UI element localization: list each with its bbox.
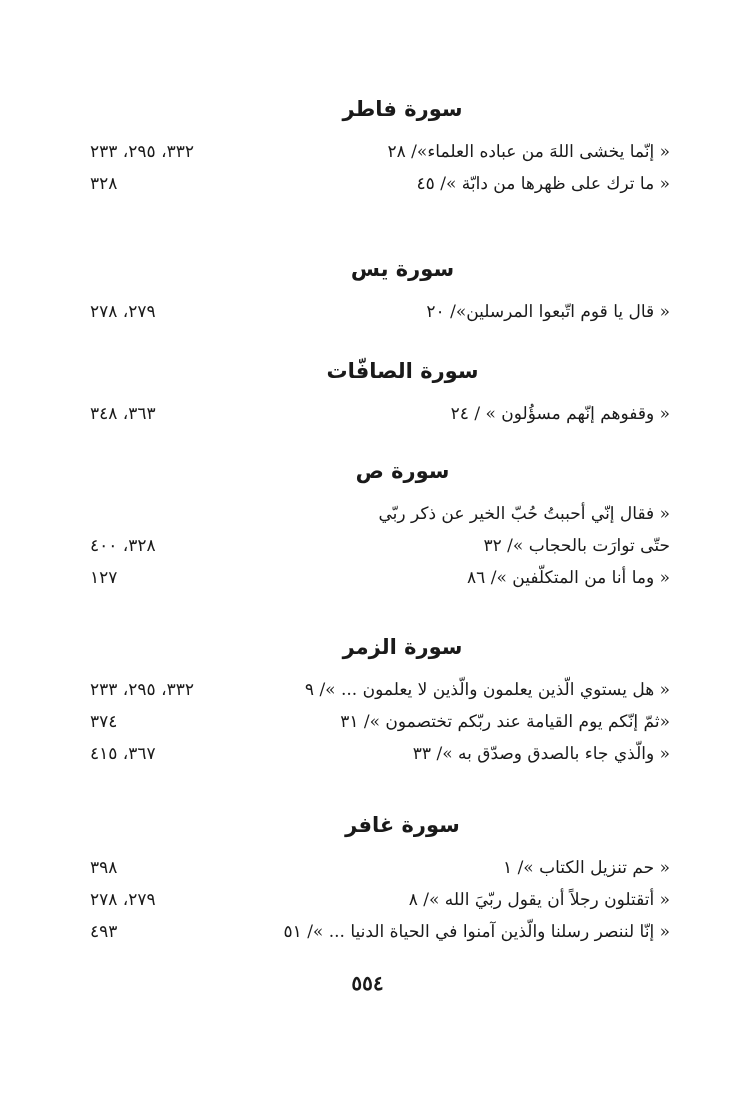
page-references: ١٢٧ [90, 568, 118, 588]
page-references: ٣٦٧، ٤١٥ [90, 744, 156, 764]
index-row [90, 884, 670, 916]
index-row [90, 398, 670, 430]
surah-heading: سورة الزمر [342, 635, 463, 659]
index-row [90, 852, 670, 884]
surah-heading: سورة ص [355, 459, 450, 483]
surah-section-saffat [90, 354, 670, 430]
page-references: ٤٩٣ [90, 922, 118, 942]
surah-heading: سورة غافر [345, 813, 460, 837]
verse-text: « قال يا قوم اتّبعوا المرسلين»/ ٢٠ [426, 302, 670, 322]
surah-section-fatir [90, 92, 670, 200]
index-row [90, 168, 670, 200]
index-row [90, 296, 670, 328]
page-references: ٣٧٤ [90, 712, 118, 732]
verse-text: « فقال إنّي أحببتُ حُبّ الخير عن ذكر ربّي [378, 504, 670, 524]
page-references: ٣٩٨ [90, 858, 118, 878]
page-number: ٥٥٤ [351, 971, 384, 995]
index-row [90, 498, 670, 530]
page-references: ٣٢٨، ٤٠٠ [90, 536, 156, 556]
verse-text: حتّى توارَت بالحجاب »/ ٣٢ [483, 536, 670, 556]
index-row [90, 530, 670, 562]
page-references: ٣٦٣، ٣٤٨ [90, 404, 156, 424]
index-row [90, 136, 670, 168]
index-row [90, 674, 670, 706]
surah-heading: سورة فاطر [342, 97, 463, 121]
index-row [90, 706, 670, 738]
index-row [90, 562, 670, 594]
verse-text: « إنّا لننصر رسلنا والّذين آمنوا في الحياة الدنيا ... »/ ٥١ [283, 922, 670, 942]
verse-text: « أتقتلون رجلاً أن يقول ربّيَ الله »/ ٨ [408, 890, 670, 910]
surah-section-ghafir [90, 808, 670, 948]
surah-section-zumar [90, 630, 670, 770]
verse-text: « وما أنا من المتكلّفين »/ ٨٦ [467, 568, 670, 588]
verse-text: « ما ترك على ظهرها من دابّة »/ ٤٥ [416, 174, 670, 194]
surah-section-yasin [90, 252, 670, 328]
surah-heading: سورة الصافّات [326, 359, 479, 383]
verse-text: « هل يستوي الّذين يعلمون والّذين لا يعلمون ... »/ ٩ [304, 680, 670, 700]
verse-text: «ثمّ إنّكم يوم القيامة عند ربّكم تختصمون »/ ٣١ [340, 712, 670, 732]
index-row [90, 916, 670, 948]
page-references: ٢٧٩، ٢٧٨ [90, 302, 156, 322]
page-references: ٣٣٢، ٢٩٥، ٢٣٣ [90, 680, 194, 700]
page-references: ٢٧٩، ٢٧٨ [90, 890, 156, 910]
page-references: ٣٢٨ [90, 174, 118, 194]
verse-text: « والّذي جاء بالصدق وصدّق به »/ ٣٣ [412, 744, 670, 764]
verse-text: « إنّما يخشى اللهَ من عباده العلماء»/ ٢٨ [387, 142, 670, 162]
verse-text: « وقفوهم إنّهم مسؤُلون » / ٢٤ [450, 404, 670, 424]
surah-section-sad [90, 454, 670, 594]
surah-heading: سورة يس [350, 257, 455, 281]
page-references: ٣٣٢، ٢٩٥، ٢٣٣ [90, 142, 194, 162]
verse-text: « حم تنزيل الكتاب »/ ١ [503, 858, 670, 878]
index-row [90, 738, 670, 770]
